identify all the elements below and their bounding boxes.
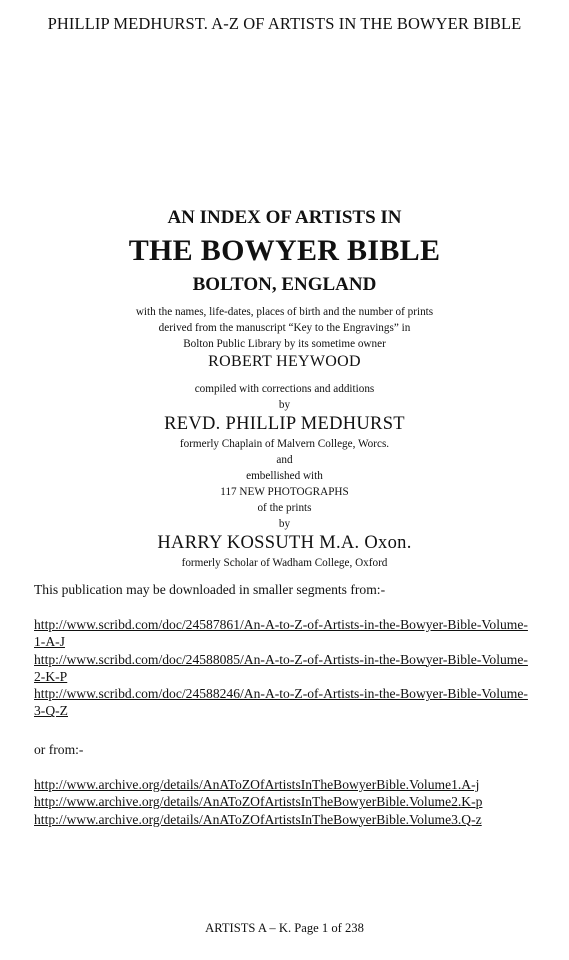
credits-block bbox=[0, 304, 569, 571]
page-footer: ARTISTS A – K. Page 1 of 238 bbox=[205, 921, 364, 935]
compiled-note: compiled with corrections and additions bbox=[194, 383, 375, 395]
running-head: PHILLIP MEDHURST. A-Z OF ARTISTS IN THE BOWYER BIBLE bbox=[47, 14, 522, 33]
and-word: and bbox=[276, 454, 293, 466]
archive-link-volume-2[interactable]: http://www.archive.org/details/AnAToZOfArtistsInTheBowyerBible.Volume2.K-p bbox=[34, 794, 483, 810]
scribd-link-volume-1[interactable]: http://www.scribd.com/doc/24587861/An-A-to-Z-of-Artists-in-the-Bowyer-Bible-Volume-1-A-J bbox=[34, 617, 528, 650]
compiler-name: REVD. PHILLIP MEDHURST bbox=[164, 414, 405, 434]
photographer-name: HARRY KOSSUTH M.A. Oxon. bbox=[157, 533, 412, 553]
or-from-section bbox=[34, 741, 534, 758]
title-line-2: THE BOWYER BIBLE bbox=[128, 234, 441, 267]
scribd-link-volume-2[interactable]: http://www.scribd.com/doc/24588085/An-A-to-Z-of-Artists-in-the-Bowyer-Bible-Volume-2-K-P bbox=[34, 651, 528, 684]
credits-intro-1: with the names, life-dates, places of birth and the number of prints bbox=[135, 306, 434, 318]
photos-count: 117 NEW PHOTOGRAPHS bbox=[220, 486, 349, 498]
download-section bbox=[34, 581, 534, 598]
archive-link-volume-3[interactable]: http://www.archive.org/details/AnAToZOfArtistsInTheBowyerBible.Volume3.Q-z bbox=[34, 811, 482, 827]
scribd-links bbox=[34, 616, 534, 720]
owner-name: ROBERT HEYWOOD bbox=[208, 353, 361, 370]
of-prints: of the prints bbox=[257, 502, 312, 514]
photographer-role: formerly Scholar of Wadham College, Oxford bbox=[181, 557, 388, 569]
credits-intro-2: derived from the manuscript “Key to the Engravings” in bbox=[158, 322, 411, 334]
title-line-3: BOLTON, ENGLAND bbox=[192, 274, 377, 295]
scribd-link-volume-3[interactable]: http://www.scribd.com/doc/24588246/An-A-to-Z-of-Artists-in-the-Bowyer-Bible-Volume-3-Q-Z bbox=[34, 686, 528, 719]
by-1: by bbox=[278, 399, 291, 411]
embellished-note: embellished with bbox=[246, 470, 323, 482]
title-block bbox=[0, 206, 569, 297]
title-line-1: AN INDEX OF ARTISTS IN bbox=[167, 207, 402, 228]
by-2: by bbox=[278, 518, 291, 530]
archive-links bbox=[34, 776, 534, 828]
download-intro: This publication may be downloaded in smaller segments from:- bbox=[34, 582, 386, 597]
archive-link-volume-1[interactable]: http://www.archive.org/details/AnAToZOfArtistsInTheBowyerBible.Volume1.A-j bbox=[34, 777, 480, 792]
compiler-role: formerly Chaplain of Malvern College, Worcs. bbox=[179, 438, 390, 450]
credits-intro-3: Bolton Public Library by its sometime owner bbox=[183, 338, 386, 350]
or-from: or from:- bbox=[34, 742, 84, 757]
